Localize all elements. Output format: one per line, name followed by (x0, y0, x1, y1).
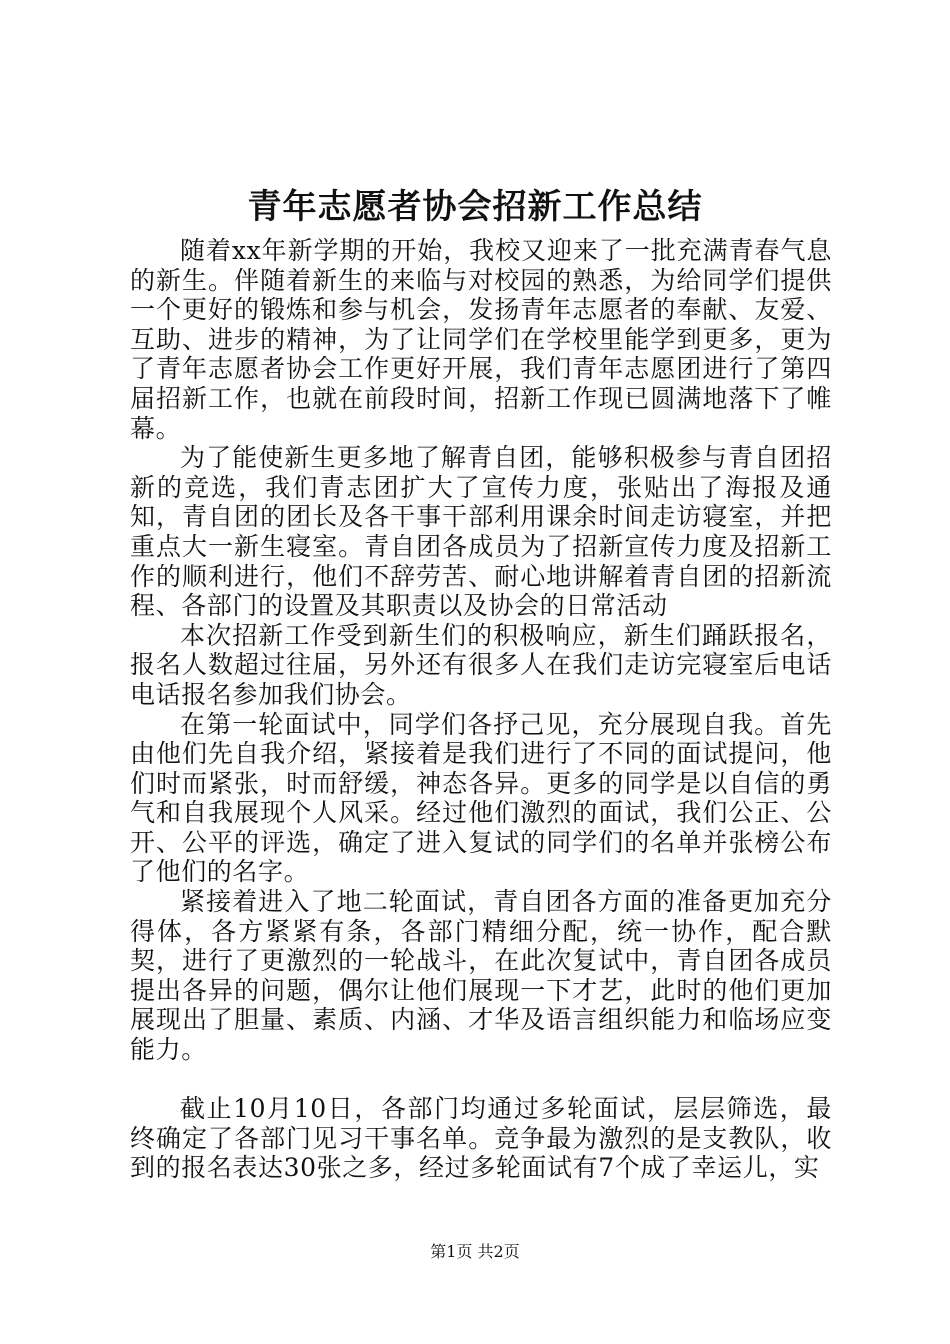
paragraph-4: 在第一轮面试中，同学们各抒己见，充分展现自我。首先由他们先自我介绍，紧接着是我们进行了不同的面试提问，他们时而紧张，时而舒缓，神态各异。更多的同学是以自信的勇气和自我展现个人风采。经过他们激烈的面试，我们公正、公开、公平的评选，确定了进入复试的同学们的名单并张榜公布了他们的名字。 (130, 709, 832, 887)
paragraph-2: 为了能使新生更多地了解青自团，能够积极参与青自团招新的竞选，我们青志团扩大了宣传力度，张贴出了海报及通知，青自团的团长及各干事干部利用课余时间走访寝室，并把重点大一新生寝室。青自团各成员为了招新宣传力度及招新工作的顺利进行，他们不辞劳苦、耐心地讲解着青自团的招新流程、各部门的设置及其职责以及协会的日常活动 (130, 443, 832, 621)
paragraph-3: 本次招新工作受到新生们的积极响应，新生们踊跃报名，报名人数超过往届，另外还有很多人在我们走访完寝室后电话电话报名参加我们协会。 (130, 620, 832, 709)
paragraph-1: 随着xx年新学期的开始，我校又迎来了一批充满青春气息的新生。伴随着新生的来临与对校园的熟悉，为给同学们提供一个更好的锻炼和参与机会，发扬青年志愿者的奉献、友爱、互助、进步的精神，为了让同学们在学校里能学到更多，更为了青年志愿者协会工作更好开展，我们青年志愿团进行了第四届招新工作，也就在前段时间，招新工作现已圆满地落下了帷幕。 (130, 236, 832, 443)
paragraph-5: 紧接着进入了地二轮面试，青自团各方面的准备更加充分得体，各方紧紧有条，各部门精细分配，统一协作，配合默契，进行了更激烈的一轮战斗，在此次复试中，青自团各成员提出各异的问题，偶尔让他们展现一下才艺，此时的他们更加展现出了胆量、素质、内涵、才华及语言组织能力和临场应变能力。 (130, 887, 832, 1065)
document-title: 青年志愿者协会招新工作总结 (247, 187, 703, 227)
document-body (130, 236, 832, 1183)
paragraph-6: 截止10月10日，各部门均通过多轮面试，层层筛选，最终确定了各部门见习干事名单。竞争最为激烈的是支教队，收到的报名表达30张之多，经过多轮面试有7个成了幸运儿，实 (130, 1094, 832, 1183)
page-number-footer: 第1页 共2页 (430, 1242, 520, 1261)
